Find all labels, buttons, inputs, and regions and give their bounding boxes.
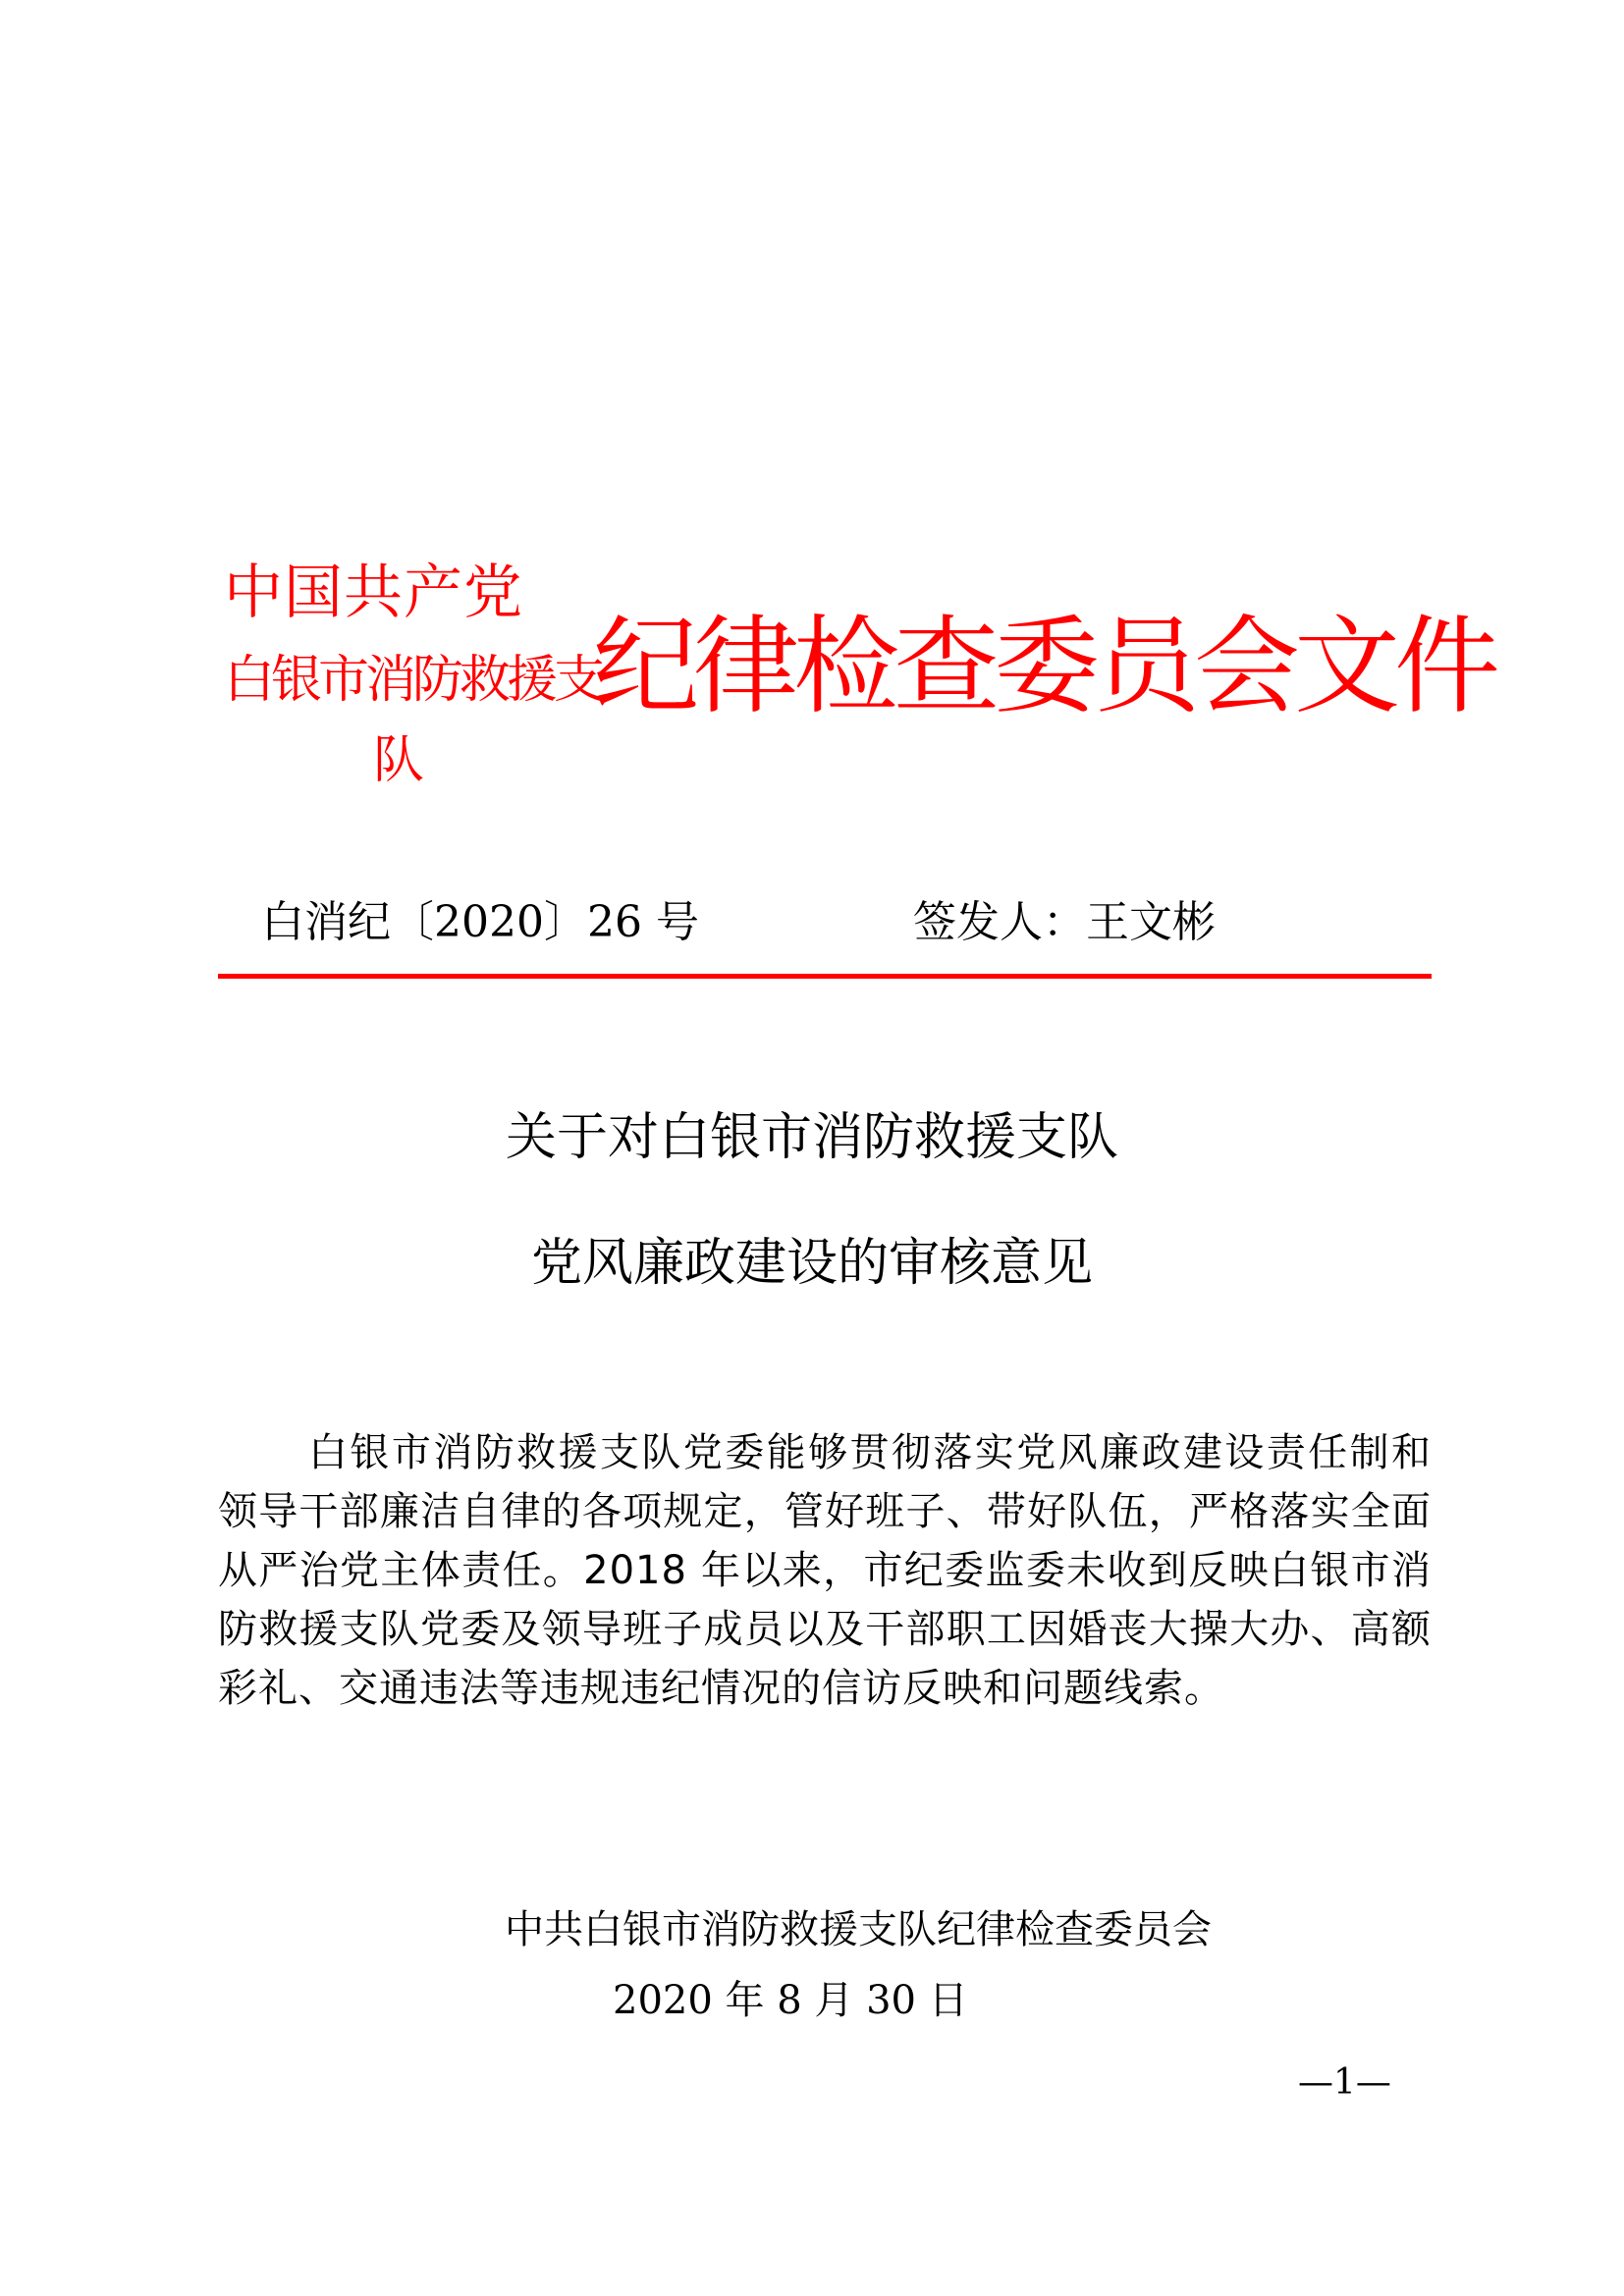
org-name-line-1: 中国共产党 [224, 559, 523, 627]
body-paragraph: 白银市消防救援支队党委能够贯彻落实党风廉政建设责任制和领导干部廉洁自律的各项规定，管好班子、带好队伍，严格落实全面从严治党主体责任。2018 年以来，市纪委监委未收到反映白银市消防救援支队党委及领导班子成员以及干部职工因婚丧大操大办、高额彩礼、交通违法等违规违纪情况的信访反映和问题线索。 [218, 1430, 1432, 1711]
signer: 签发人：王文彬 [913, 897, 1216, 947]
org-name-line-2: 白银市消防救援支 [224, 651, 602, 710]
document-title-line-2: 党风廉政建设的审核意见 [530, 1234, 1093, 1293]
red-divider-rule [218, 974, 1432, 979]
signature-date: 2020 年 8 月 30 日 [613, 1978, 968, 2023]
org-name-line-3: 队 [373, 731, 425, 790]
document-title-line-1: 关于对白银市消防救援支队 [505, 1108, 1118, 1167]
document-number: 白消纪〔2020〕26 号 [261, 897, 699, 947]
document-type-heading: 纪律检查委员会文件 [593, 606, 1495, 728]
page-number: —1— [1298, 2062, 1391, 2103]
signature-organization: 中共白银市消防救援支队纪律检查委员会 [505, 1907, 1212, 1952]
